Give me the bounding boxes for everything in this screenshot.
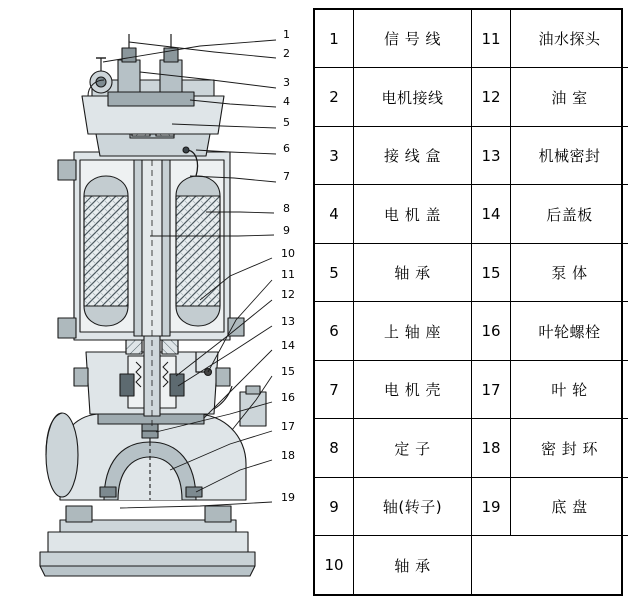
legend-label-left: 轴(转子)	[354, 477, 472, 536]
legend-number-left: 9	[315, 477, 354, 536]
callout-number: 4	[283, 95, 290, 108]
callout-number: 9	[283, 224, 290, 237]
legend-label-right: 油水探头	[511, 10, 629, 68]
parts-legend-table	[313, 8, 623, 596]
legend-number-right: 17	[472, 360, 511, 419]
table-row	[315, 419, 628, 478]
base-plate	[40, 506, 255, 576]
callout-number: 3	[283, 76, 290, 89]
legend-label-right: 叶轮螺栓	[511, 302, 629, 361]
legend-label-left: 接 线 盒	[354, 126, 472, 185]
legend-label-right: 泵 体	[511, 243, 629, 302]
legend-label-right: 机械密封	[511, 126, 629, 185]
table-row	[315, 10, 628, 68]
legend-label-left: 轴 承	[354, 243, 472, 302]
legend-number-right: 16	[472, 302, 511, 361]
legend-number-left: 7	[315, 360, 354, 419]
callout-number: 13	[281, 315, 295, 328]
callout-number: 18	[281, 449, 295, 462]
legend-label-left: 信 号 线	[354, 10, 472, 68]
legend-number-right: 11	[472, 10, 511, 68]
table-row	[315, 126, 628, 185]
callout-number: 6	[283, 142, 290, 155]
legend-label-left: 电机接线	[354, 68, 472, 127]
legend-number-left: 6	[315, 302, 354, 361]
legend-label-right: 后盖板	[511, 185, 629, 244]
legend-number-left: 4	[315, 185, 354, 244]
table-row	[315, 185, 628, 244]
legend-number-left: 3	[315, 126, 354, 185]
callout-number: 15	[281, 365, 295, 378]
legend-label-right: 油 室	[511, 68, 629, 127]
callout-number: 10	[281, 247, 295, 260]
legend-number-right: 18	[472, 419, 511, 478]
callout-numbers	[281, 28, 295, 504]
legend-label-left: 电 机 壳	[354, 360, 472, 419]
callout-number: 5	[283, 116, 290, 129]
callout-number: 8	[283, 202, 290, 215]
callout-number: 17	[281, 420, 295, 433]
callout-number: 14	[281, 339, 295, 352]
legend-number-right: 12	[472, 68, 511, 127]
legend-number-left: 2	[315, 68, 354, 127]
table-row	[315, 68, 628, 127]
table-row	[315, 243, 628, 302]
callout-number: 11	[281, 268, 295, 281]
legend-empty-cell	[472, 536, 629, 594]
callout-number: 16	[281, 391, 295, 404]
callout-number: 1	[283, 28, 290, 41]
legend-number-right: 13	[472, 126, 511, 185]
callout-number: 7	[283, 170, 290, 183]
table-row	[315, 302, 628, 361]
table-row	[315, 360, 628, 419]
legend-number-right: 14	[472, 185, 511, 244]
legend-label-right: 底 盘	[511, 477, 629, 536]
legend-number-left: 8	[315, 419, 354, 478]
legend-number-right: 15	[472, 243, 511, 302]
legend-label-left: 定 子	[354, 419, 472, 478]
legend-number-right: 19	[472, 477, 511, 536]
table-row	[315, 477, 628, 536]
legend-label-right: 叶 轮	[511, 360, 629, 419]
callout-number: 19	[281, 491, 295, 504]
legend-label-right: 密 封 环	[511, 419, 629, 478]
legend-number-left: 5	[315, 243, 354, 302]
legend-number-left: 1	[315, 10, 354, 68]
legend-table	[315, 10, 628, 594]
legend-number-left: 10	[315, 536, 354, 594]
table-row	[315, 536, 628, 594]
legend-label-left: 轴 承	[354, 536, 472, 594]
legend-label-left: 电 机 盖	[354, 185, 472, 244]
legend-label-left: 上 轴 座	[354, 302, 472, 361]
pump-cutaway-drawing	[0, 0, 310, 604]
callout-number: 2	[283, 47, 290, 60]
callout-number: 12	[281, 288, 295, 301]
